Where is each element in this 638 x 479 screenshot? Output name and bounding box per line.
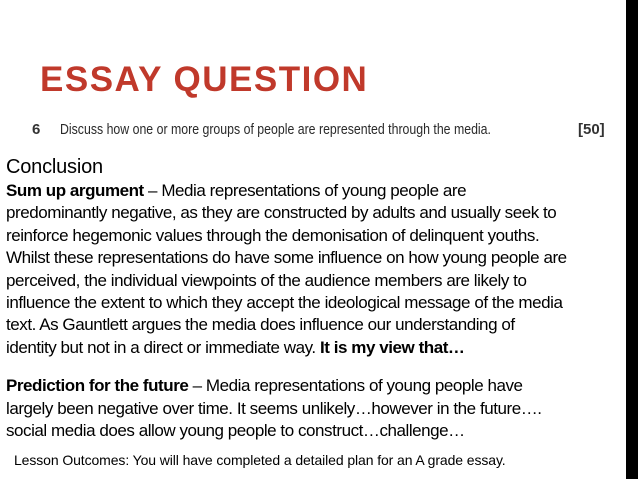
conclusion-line: Whilst these representations do have some influence on how young people are — [6, 248, 567, 268]
conclusion-line — [6, 180, 636, 202]
question-text: Discuss how one or more groups of people are represented through the media. — [60, 122, 491, 138]
slide-body — [6, 155, 636, 442]
exam-question — [28, 121, 604, 143]
paragraph-spacer — [6, 359, 636, 375]
prediction-line — [6, 375, 636, 397]
conclusion-line: reinforce hegemonic values through the demonisation of delinquent youths. — [6, 225, 540, 245]
question-marks: [50] — [578, 121, 605, 138]
prediction-label: Prediction for the future — [6, 376, 189, 396]
conclusion-line-text: identity but not in a direct or immediate way. — [6, 337, 320, 357]
sum-up-label: Sum up argument — [6, 181, 144, 200]
conclusion-line — [6, 337, 636, 359]
conclusion-line: text. As Gauntlett argues the media does influence our understanding of — [6, 315, 515, 335]
conclusion-heading: Conclusion — [6, 156, 103, 178]
conclusion-line-text: – Media representations of young people are — [143, 181, 467, 200]
prediction-line: social media does allow young people to construct…challenge… — [6, 421, 465, 441]
conclusion-line: perceived, the individual viewpoints of the audience members are likely to — [6, 270, 527, 290]
conclusion-line: influence the extent to which they accept the ideological message of the media — [6, 293, 563, 313]
lesson-outcomes: Lesson Outcomes: You will have completed a detailed plan for an A grade essay. — [14, 452, 506, 468]
question-number: 6 — [32, 121, 41, 138]
view-statement: It is my view that… — [319, 337, 465, 357]
prediction-line: largely been negative over time. It seems unlikely…however in the future…. — [6, 398, 542, 418]
conclusion-line: predominantly negative, as they are constructed by adults and usually seek to — [6, 203, 557, 223]
slide-title: ESSAY QUESTION — [40, 60, 369, 99]
prediction-line-text: – Media representations of young people have — [188, 376, 523, 396]
